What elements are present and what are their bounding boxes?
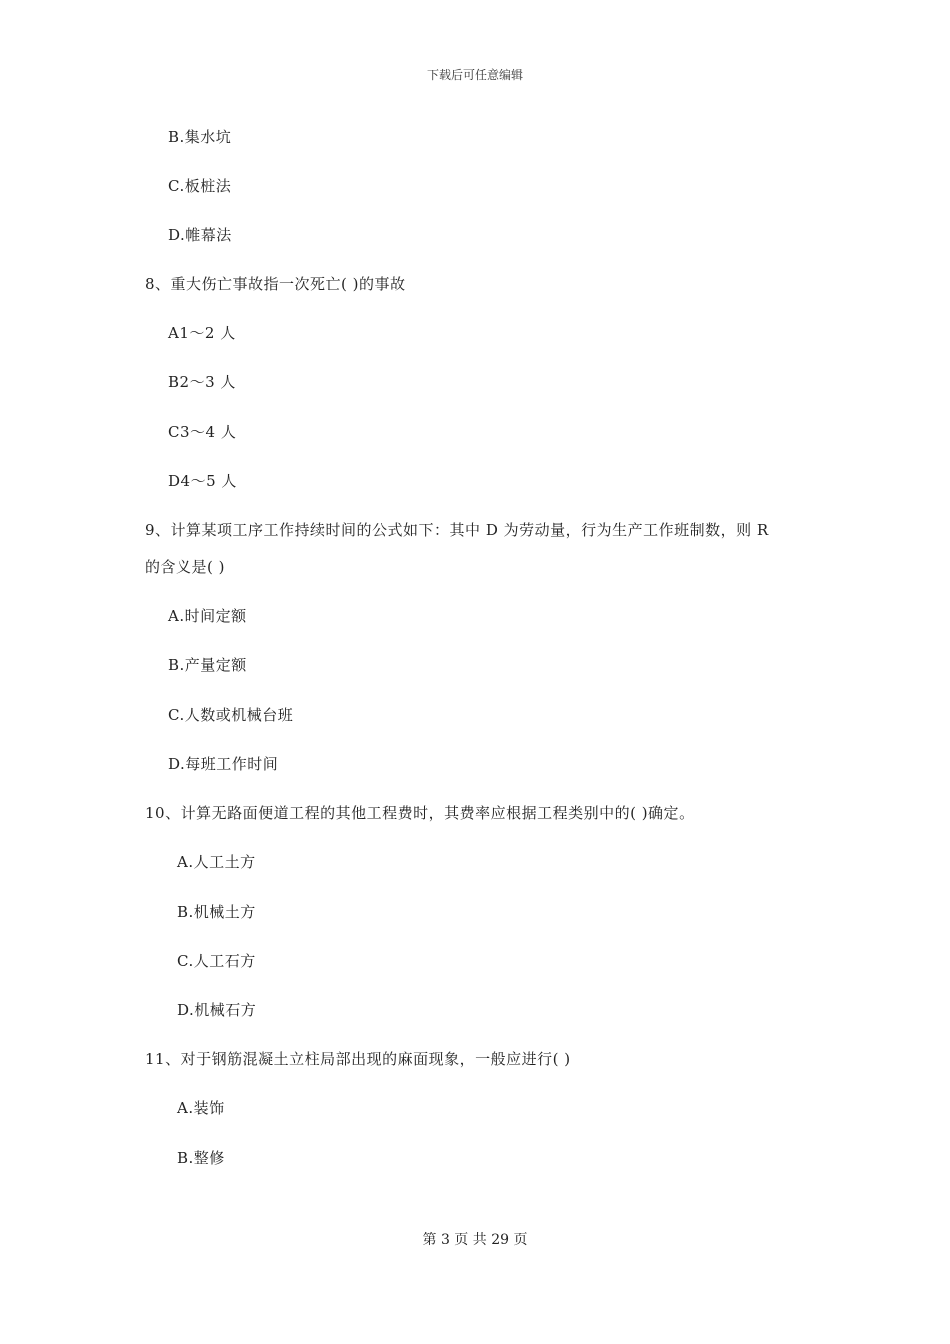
q11-option-a: A.装饰 — [177, 1099, 225, 1117]
q9-question-line1: 9、计算某项工序工作持续时间的公式如下：其中 D 为劳动量，行为生产工作班制数，则 R — [145, 521, 769, 539]
q8-option-c: C3～4 人 — [168, 423, 237, 441]
q8-option-a: A1～2 人 — [168, 324, 236, 342]
q10-option-c: C.人工石方 — [177, 952, 256, 970]
q9-question-line2: 的含义是( ) — [145, 558, 225, 576]
page-header: 下载后可任意编辑 — [426, 68, 523, 82]
q11-question: 11、对于钢筋混凝土立柱局部出现的麻面现象，一般应进行( ) — [145, 1050, 571, 1068]
q10-option-a: A.人工土方 — [177, 853, 256, 871]
q9-option-b: B.产量定额 — [168, 656, 247, 674]
q8-option-d: D4～5 人 — [168, 472, 237, 490]
q11-option-b: B.整修 — [177, 1149, 225, 1167]
q10-question: 10、计算无路面便道工程的其他工程费时，其费率应根据工程类别中的( )确定。 — [145, 804, 695, 822]
q7-option-d: D.帷幕法 — [168, 226, 232, 244]
q9-option-d: D.每班工作时间 — [168, 755, 279, 773]
q7-option-c: C.板桩法 — [168, 177, 232, 195]
q7-option-b: B.集水坑 — [168, 128, 232, 146]
q8-question: 8、重大伤亡事故指一次死亡( )的事故 — [145, 275, 406, 293]
q10-option-d: D.机械石方 — [177, 1001, 257, 1019]
page-footer: 第 3 页 共 29 页 — [422, 1232, 528, 1248]
q8-option-b: B2～3 人 — [168, 373, 236, 391]
q9-option-a: A.时间定额 — [168, 607, 247, 625]
q10-option-b: B.机械土方 — [177, 903, 256, 921]
q9-option-c: C.人数或机械台班 — [168, 706, 294, 724]
